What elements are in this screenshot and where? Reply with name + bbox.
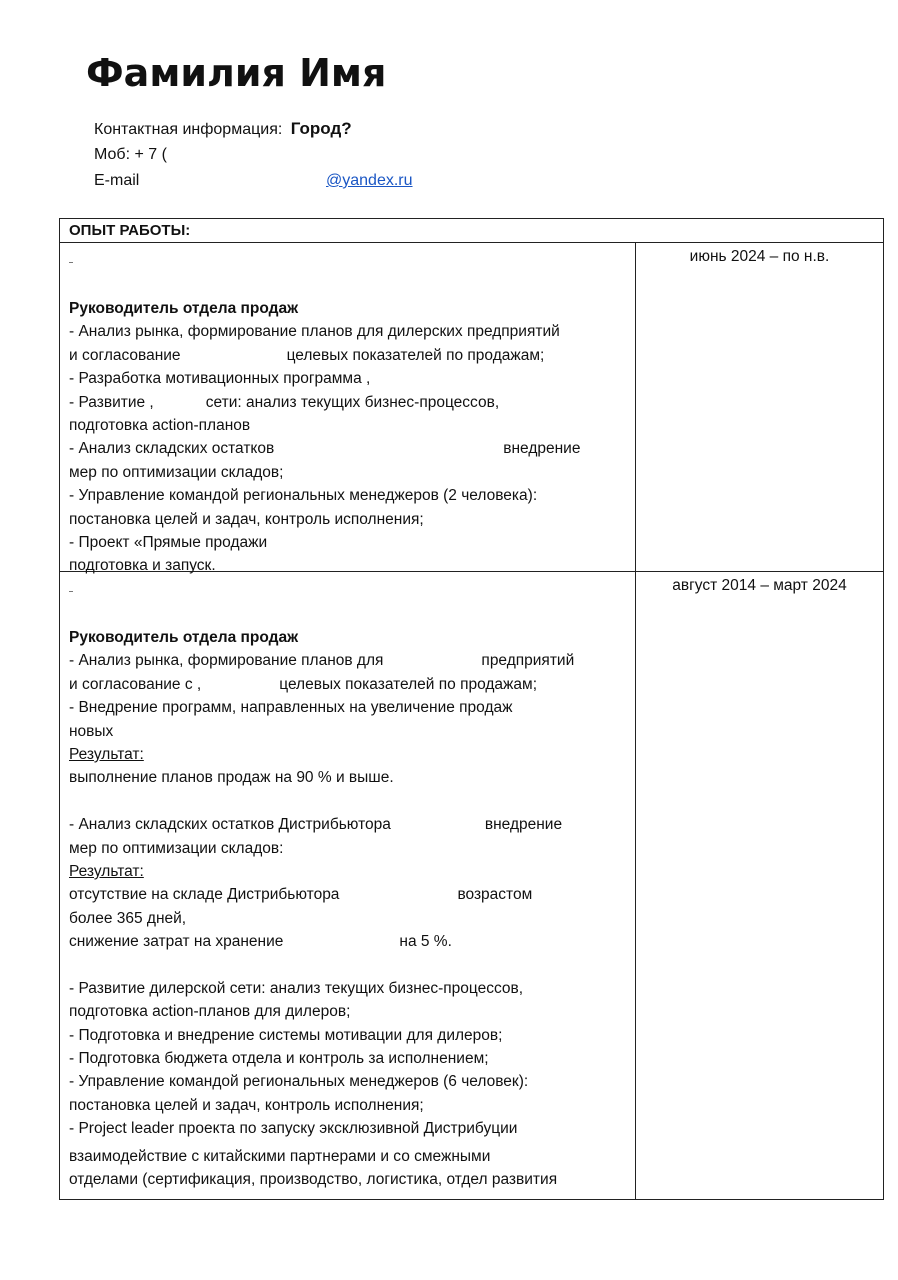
email-line [94,170,494,192]
job-line: - Развитие , сети: анализ текущих бизнес-процессов, [69,393,500,411]
job-line: отделами (сертификация, производство, логистика, отдел развития [69,1170,558,1188]
job-line: - Анализ складских остатков Дистрибьютора внедрение [69,816,563,834]
job-line: - Внедрение программ, направленных на увеличение продаж [69,699,513,717]
job-role: Руководитель отдела продаж [69,300,299,317]
job-line: - Управление командой региональных менеджеров (6 человек): [69,1073,529,1091]
job-line: - Анализ рынка, формирование планов для дилерских предприятий [69,323,560,341]
job-row [60,572,883,1199]
job-period: июнь 2024 – по н.в. [689,248,830,265]
job-line: мер по оптимизации складов; [69,463,284,481]
job-line: постановка целей и задач, контроль исполнения; [69,1096,424,1114]
work-experience-table [59,218,884,1200]
email-link[interactable]: @yandex.ru [326,172,413,189]
phone-line [94,144,167,166]
job-line: - Подготовка бюджета отдела и контроль за исполнением; [69,1050,489,1068]
job-row [60,243,883,575]
table-title: ОПЫТ РАБОТЫ: [60,219,883,243]
job-line: новых [69,722,114,740]
job-line: подготовка action-планов [69,416,251,434]
job-line: подготовка action-планов для дилеров; [69,1003,351,1021]
job-role: Руководитель отдела продаж [69,629,299,646]
job-line: взаимодействие с китайскими партнерами и со смежными [69,1147,491,1165]
job-period: август 2014 – март 2024 [672,577,847,594]
contact-info-line [94,118,352,141]
job-line: - Управление командой региональных менеджеров (2 человека): [69,487,538,505]
phone: Моб: + 7 ( [94,146,167,163]
result-label: Результат: [69,745,144,763]
company-name-redacted [69,580,635,592]
job-line: - Анализ рынка, формирование планов для предприятий [69,652,575,670]
job-description [60,243,636,575]
job-line: выполнение планов продаж на 90 % и выше. [69,769,394,787]
job-line: - Проект «Прямые продажи [69,533,268,551]
job-line: и согласование с , целевых показателей по продажам; [69,675,537,693]
job-line: отсутствие на складе Дистрибьютора возрастом [69,886,533,904]
job-line: - Развитие дилерской сети: анализ текущих бизнес-процессов, [69,979,524,997]
job-line: - Project leader проекта по запуску эксклюзивной Дистрибуции [69,1120,518,1138]
job-line: постановка целей и задач, контроль исполнения; [69,510,424,528]
contact-label: Контактная информация: [94,121,283,138]
city: Город? [290,119,352,138]
job-line: - Подготовка и внедрение системы мотивации для дилеров; [69,1026,503,1044]
job-line: более 365 дней, [69,909,187,927]
job-line: снижение затрат на хранение на 5 %. [69,933,452,951]
company-name-redacted [69,251,635,263]
candidate-name: Фамилия Имя [86,51,387,95]
result-label: Результат: [69,862,144,880]
job-description [60,572,636,1199]
job-line: - Анализ складских остатков внедрение [69,440,581,458]
email-label: E-mail [94,172,140,189]
job-line: и согласование целевых показателей по продажам; [69,346,545,364]
job-line: мер по оптимизации складов: [69,839,284,857]
job-line: подготовка и запуск. [69,557,216,575]
job-line: - Разработка мотивационных программа , [69,370,371,388]
